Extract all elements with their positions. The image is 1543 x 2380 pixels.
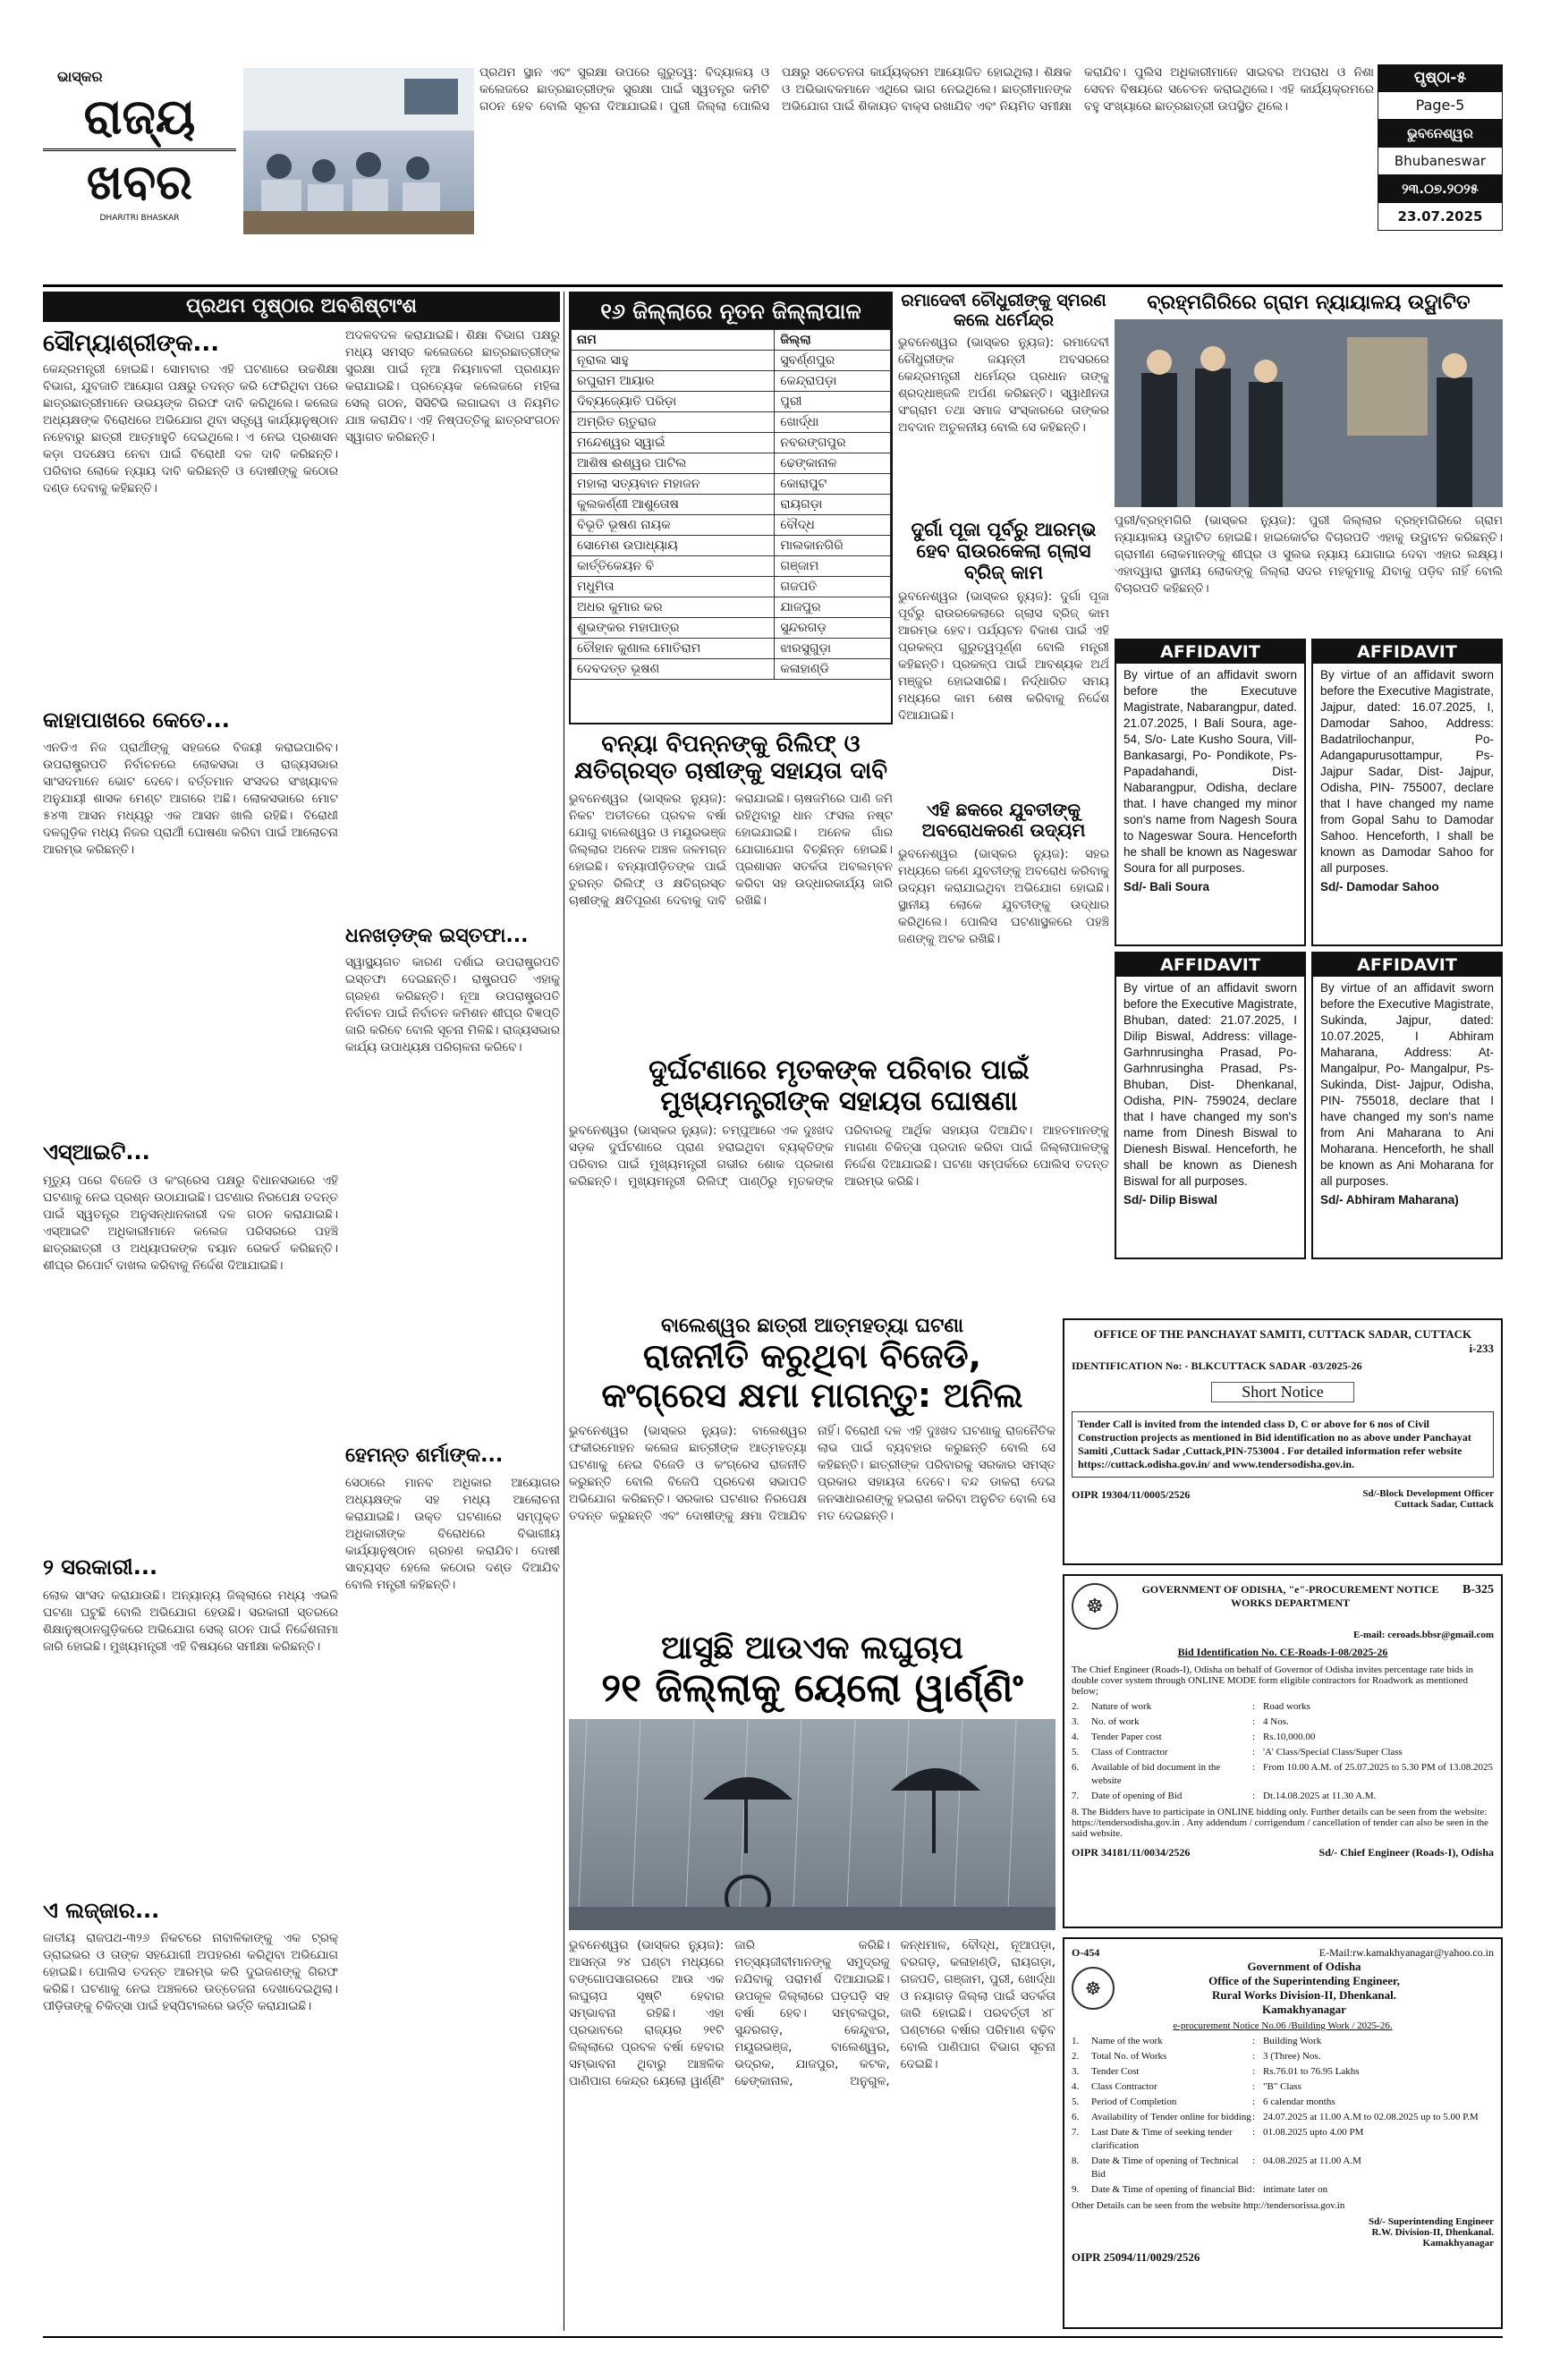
row-colon: : (1252, 2112, 1256, 2122)
row-label: Period of Completion (1091, 2096, 1177, 2107)
row-label: Last Date & Time of seeking tender clarification (1091, 2127, 1233, 2151)
row-number: 3. (1072, 1716, 1080, 1727)
left-section-bar: ପ୍ରଥମ ପୃଷ୍ଠାର ଅବଶିଷ୍ଟାଂଶ (43, 292, 560, 322)
notice-row (1072, 2035, 1494, 2048)
notice3-sig2: R.W. Division-II, Dhenkanal. (1371, 2227, 1494, 2238)
collector-district: ଖୋର୍ଦ୍ଧା (775, 412, 891, 433)
notice2-code: B-325 (1462, 1583, 1494, 1597)
collectors-col-district: ଜିଲ୍ଲା (775, 330, 891, 351)
notice-row (1072, 1700, 1494, 1714)
row-value: Dt.14.08.2025 at 11.30 A.M. (1263, 1791, 1377, 1801)
notice-row (1072, 1746, 1494, 1759)
notice3-email: E-Mail:rw.kamakhyanagar@yahoo.co.in (1318, 1946, 1494, 1959)
affidavit-body: By virtue of an affidavit sworn before the Executive Magistrate, Bhuban, dated: 21.07.2025, I Dilip Biswal, Address: village- Garhnrusingha Prasad, Po- Garhnrusingha Prasad, Ps- Bhuban, Dist- Dhenkanal, Odisha, PIN- 759024, declare that I have changed my son's name from Dinesh Biswal to Dienesh Biswal. Henceforth, he shall be known as Dienesh Biswal for all purposes. (1123, 981, 1297, 1188)
table-row (572, 577, 891, 597)
affidavit-notice (1311, 952, 1503, 1259)
affidavit-signature: Sd/- Damodar Sahoo (1320, 880, 1439, 894)
masthead-title-1: ରାଜ୍ୟ (43, 86, 236, 151)
date-odia: ୨୩.୦୭.୨୦୨୫ (1378, 175, 1503, 202)
table-row (572, 453, 891, 474)
row-number: 4. (1072, 2081, 1080, 2092)
collector-district: କୋରାପୁଟ (775, 474, 891, 495)
row-value: 01.08.2025 upto 4.00 PM (1263, 2127, 1364, 2138)
left-para-1: କେନ୍ଦ୍ରମନ୍ତ୍ରୀ ହୋଇଛି। ସୋମବାର ଏହି ଘଟଣାରେ ଉଚ୍ଚଶିକ୍ଷା ବିଭାଗ, ଯୁବଜାତି ଆୟୋଗ ପକ୍ଷରୁ ତଦନ୍ତ କରି ଫେରିଥିବା ପରେ ଛାତ୍ରଛାତ୍ରୀମାନେ ଉଭୟଙ୍କ ଗିରଫ ଦାବି କରିଥିଲେ। କଲେଜ ଅଧ୍ୟକ୍ଷଙ୍କ ବିରୋଧରେ ଅଭିଯୋଗ ଥିବା ସତ୍ତ୍ୱେ କାର୍ଯ୍ୟାନୁଷ୍ଠାନ ନହେବାରୁ ଛାତ୍ରୀ ଆତ୍ମାହୁତି ଦେଇଥିଲେ। ଏ ନେଇ ପ୍ରଶାସନ କଡ଼ା ପଦକ୍ଷେପ ନେବା ପାଇଁ ବିରୋଧୀ ଦଳ ଦାବି କରିଛନ୍ତି। ପରିବାର ଲୋକେ ନ୍ୟାୟ ଦାବି କରିଛନ୍ତି ଓ ଦୋଷୀଙ୍କୁ କଠୋର ଦଣ୍ଡ ଦେବାକୁ କହିଛନ୍ତି। (43, 361, 338, 495)
row-label: Tender Cost (1091, 2066, 1140, 2077)
row-number: 2. (1072, 2051, 1080, 2062)
affidavit-body: By virtue of an affidavit sworn before the Executive Magistrate, Sukinda, Jajpur, dated: 10.07.2025, I Abhiram Maharana, Address: At- Mangalpur, Po- Mangalpur, Ps- Sukinda, Dist- Jajpur, Odisha, PIN- 755018, declare that I have changed my son's name from Ani Maharana to Ani Moharana. Henceforth, he shall be known as Ani Moharana for all purposes. (1320, 981, 1494, 1188)
notice2-office2: WORKS DEPARTMENT (1230, 1597, 1351, 1609)
row-colon: : (1252, 2066, 1256, 2077)
notice1-oipr: OIPR 19304/11/0005/2526 (1072, 1488, 1191, 1501)
row-colon: : (1252, 1762, 1256, 1773)
glass-bridge-headline: ଦୁର୍ଗା ପୂଜା ପୂର୍ବରୁ ଆରମ୍ଭ ହେବ ରାଉରକେଲା ଗ୍ଲାସ ବ୍ରିଜ୍ କାମ (911, 518, 1097, 583)
flood-story (569, 732, 893, 1032)
notice-works-dept (1063, 1574, 1503, 1928)
notice3-g2: Office of the Superintending Engineer, (1208, 1974, 1400, 1987)
flood-text: ଭୁବନେଶ୍ୱର (ଭାସ୍କର ନ୍ୟୁଜ): ନିକଟ ଅତୀତରେ ପ୍ରବଳ ବର୍ଷା ଯୋଗୁ ବାଲେଶ୍ୱର ଓ ମୟୂରଭଞ୍ଜ ଜିଲ୍ଲାର ଅନେକ ଅଞ୍ଚଳ ଜଳମଗ୍ନ ହୋଇଛି। ବନ୍ୟାପୀଡ଼ିତଙ୍କ ପାଇଁ ତୁରନ୍ତ ରିଲିଫ୍ ଓ କ୍ଷତିଗ୍ରସ୍ତ ଚାଷୀଙ୍କୁ କ୍ଷତିପୂରଣ ଦେବାକୁ ଦାବି କରାଯାଇଛି। ଚାଷଜମିରେ ପାଣି ଜମି ରହିଥିବାରୁ ଧାନ ଫସଲ ନଷ୍ଟ ହୋଇଯାଇଛି। ଅନେକ ଗାଁର ଯୋଗାଯୋଗ ବିଚ୍ଛିନ୍ନ ହୋଇଛି। ପ୍ରଶାସନ ସତର୍କତା ଅବଲମ୍ବନ କରିବା ସହ ଉଦ୍ଧାରକାର୍ଯ୍ୟ ଜାରି ରଖିଛି। (569, 791, 893, 908)
affidavit-body: By virtue of an affidavit sworn before the Executuve Magistrate, Nabarangpur, dated. 21.07.2025, I Bali Soura, age-54, S/o- Late Kusho Soura, Vill- Bankasargi, Po- Pondikote, Ps- Papadahandi, Dist- Nabarangpur, Odisha, declare that. I have changed my minor son's name from Nagesh Soura to Nageswar Soura. Henceforth he shall be known as Nageswar Soura for all purposes. (1123, 668, 1297, 875)
row-number: 5. (1072, 2096, 1080, 2107)
table-row (572, 536, 891, 556)
left-heading-1: ସୌମ୍ୟାଶ୍ରୀଙ୍କ... (43, 330, 220, 357)
row-colon: : (1252, 2184, 1256, 2195)
date-en: 23.07.2025 (1378, 202, 1503, 231)
weather-headline-2: ୨୧ ଜିଲ୍ଲାକୁ ୟେଲୋ ୱାର୍ଣ୍ଣିଂ (601, 1665, 1023, 1712)
table-row (572, 392, 891, 412)
row-number: 7. (1072, 2127, 1080, 2138)
notice-panchayat (1063, 1318, 1503, 1565)
collectors-col-name: ନାମ (572, 330, 775, 351)
row-label: Class of Contractor (1091, 1747, 1168, 1757)
row-number: 7. (1072, 1791, 1080, 1801)
affidavit-body: By virtue of an affidavit sworn before the Executive Magistrate, Jajpur, dated: 16.07.2025, I, Damodar Sahoo, Address: Badatrilochanpur, Po- Adangapurusottampur, Ps- Jajpur Sadar, Dist- Jajpur, Odisha, PIN- 755007, declare that I have changed my name from Gopal Sahu to Damodar Sahoo. Henceforth, I shall be known as Damodar Sahoo for all purposes. (1320, 668, 1494, 875)
collector-name: ଆଶିଷ ଈଶ୍ୱର ପାଟିଲ (572, 453, 775, 474)
table-row (572, 351, 891, 371)
affidavit-notice (1115, 952, 1306, 1259)
politics-headline-2: କଂଗ୍ରେସ କ୍ଷମା ମାଗନ୍ତୁ: ଅନିଲ (601, 1375, 1023, 1415)
collector-name: କୁଲକର୍ଣ୍ଣୀ ଆଶୁତୋଷ (572, 495, 775, 515)
collector-name: ମଧୁମିତା (572, 577, 775, 597)
table-row (572, 597, 891, 618)
row-label: Date & Time of opening of Technical Bid (1091, 2156, 1239, 2180)
row-label: No. of work (1091, 1716, 1140, 1727)
notice-rural-works (1063, 1937, 1503, 2329)
row-value: intimate later on (1263, 2184, 1328, 2195)
notice3-sig3: Kamakhyanagar (1422, 2238, 1494, 2249)
row-label: Class Contractor (1091, 2081, 1157, 2092)
affidavit-notice (1115, 639, 1306, 946)
affidavit-notice (1311, 639, 1503, 946)
right-mid-column (898, 292, 1109, 1052)
row-number: 1. (1072, 2036, 1080, 2046)
notice-row (1072, 2050, 1494, 2063)
left-heading-2: କାହାପାଖରେ କେତେ... (43, 707, 230, 733)
row-label: Date of opening of Bid (1091, 1791, 1183, 1801)
notice3-other: Other Details can be seen from the website http://tendersorissa.gov.in (1072, 2200, 1345, 2211)
notice3-g3: Rural Works Division-II, Dhenkanal. (1211, 1988, 1396, 2002)
row-label: Available of bid document in the website (1091, 1762, 1221, 1786)
notice2-oipr: OIPR 34181/11/0034/2526 (1072, 1846, 1191, 1859)
row-value: 3 (Three) Nos. (1263, 2051, 1321, 2062)
notice3-g4: Kamakhyanagar (1262, 2003, 1346, 2016)
ramadevi-headline: ରମାଦେବୀ ଚୌଧୁରୀଙ୍କୁ ସ୍ମରଣ କଲେ ଧର୍ମେନ୍ଦ୍ର (901, 292, 1106, 330)
ramadevi-text: ଭୁବନେଶ୍ୱର (ଭାସ୍କର ନ୍ୟୁଜ): ରମାଦେବୀ ଚୌଧୁରୀଙ୍କ ଜୟନ୍ତୀ ଅବସରରେ କେନ୍ଦ୍ରମନ୍ତ୍ରୀ ଧର୍ମେନ୍ଦ୍ର ପ୍ରଧାନ ତାଙ୍କୁ ଶ୍ରଦ୍ଧାଞ୍ଜଳି ଅର୍ପଣ କରିଛନ୍ତି। ସ୍ୱାଧୀନତା ସଂଗ୍ରାମ ତଥା ସମାଜ ସଂସ୍କାରରେ ତାଙ୍କର ଅବଦାନ ଅତୁଳନୀୟ ବୋଲି ସେ କହିଛନ୍ତି। (898, 335, 1109, 435)
row-number: 5. (1072, 1747, 1080, 1757)
city-odia: ଭୁବନେଶ୍ୱର (1378, 120, 1503, 147)
row-colon: : (1252, 1791, 1256, 1801)
glass-bridge-text: ଭୁବନେଶ୍ୱର (ଭାସ୍କର ନ୍ୟୁଜ): ଦୁର୍ଗା ପୂଜା ପୂର୍ବରୁ ରାଉରକେଲାରେ ଗ୍ଲାସ ବ୍ରିଜ୍ କାମ ଆରମ୍ଭ ହେବ। ପର୍ଯ୍ୟଟନ ବିକାଶ ପାଇଁ ଏହି ପ୍ରକଳ୍ପ ଗୁରୁତ୍ୱପୂର୍ଣ୍ଣ ବୋଲି ମନ୍ତ୍ରୀ କହିଛନ୍ତି। ପ୍ରକଳ୍ପ ପାଇଁ ଆବଶ୍ୟକ ଅର୍ଥ ମଞ୍ଜୁର ହୋଇସାରିଛି। ନିର୍ଦ୍ଧାରିତ ସମୟ ମଧ୍ୟରେ କାମ ଶେଷ କରିବାକୁ ନିର୍ଦ୍ଦେଶ ଦିଆଯାଇଛି। (898, 589, 1109, 724)
mid-para-1: ଅଦଳବଦଳ କରାଯାଇଛି। ଶିକ୍ଷା ବିଭାଗ ପକ୍ଷରୁ ମଧ୍ୟ ସମସ୍ତ କଲେଜରେ ଛାତ୍ରଛାତ୍ରୀଙ୍କ ସୁରକ୍ଷା ପାଇଁ ନୂଆ ନିୟମାବଳୀ ପ୍ରଣୟନ କରାଯାଇଛି। ପ୍ରତ୍ୟେକ କଲେଜରେ ମହିଳା ସେଲ୍ ଗଠନ, ସିସିଟିଭି ଲଗାଇବା ଓ ନିୟମିତ ଯାଞ୍ଚ କରାଯିବ। ଏହି ନିଷ୍ପତ୍ତିକୁ ଛାତ୍ରସଂଗଠନ ସ୍ୱାଗତ କରିଛନ୍ତି। (345, 328, 560, 445)
row-number: 2. (1072, 1701, 1080, 1712)
affidavit-heading: AFFIDAVIT (1313, 640, 1501, 664)
row-colon: : (1252, 2156, 1256, 2166)
row-colon: : (1252, 2036, 1256, 2046)
collector-district: ରାୟଗଡ଼ା (775, 495, 891, 515)
notice1-sig1: Sd/-Block Development Officer (1362, 1488, 1494, 1499)
flood-headline-1: ବନ୍ୟା ବିପନ୍ନଙ୍କୁ ରିଲିଫ୍ ଓ (601, 731, 861, 758)
rain-photo (569, 1719, 1056, 1930)
collectors-title: ୧୬ ଜିଲ୍ଲାରେ ନୂତନ ଜିଲ୍ଲାପାଳ (571, 293, 891, 329)
row-label: Nature of work (1091, 1701, 1152, 1712)
mid-heading-1: ଧନଖଡ଼ଙ୍କ ଇସ୍ତଫା... (345, 925, 529, 947)
collector-district: ପୁରୀ (775, 392, 891, 412)
row-colon: : (1252, 1747, 1256, 1757)
collector-district: କଳାହାଣ୍ଡି (775, 659, 891, 680)
notice-row (1072, 2155, 1494, 2181)
court-story (1115, 292, 1503, 673)
collector-name: କାର୍ତ୍ତିକେୟନ ବି (572, 556, 775, 577)
row-value: Building Work (1263, 2036, 1322, 2046)
left-heading-5: ଏ ଲଜ୍ଜାର... (43, 1897, 160, 1923)
accident-story (569, 1055, 1109, 1292)
notice2-intro: The Chief Engineer (Roads-I), Odisha on behalf of Governor of Odisha invites percentage rate bids in double cover system through ONLINE MODE form eligible contractors for Roadwork as mentioned below; (1072, 1664, 1474, 1697)
row-number: 6. (1072, 2112, 1080, 2122)
row-colon: : (1252, 1732, 1256, 1742)
row-value: "B" Class (1263, 2081, 1301, 2092)
accident-headline-2: ମୁଖ୍ୟମନ୍ତ୍ରୀଙ୍କ ସହାୟତା ଘୋଷଣା (660, 1085, 1018, 1117)
court-photo (1115, 319, 1503, 507)
politics-kicker: ବାଲେଶ୍ୱର ଛାତ୍ରୀ ଆତ୍ମହତ୍ୟା ଘଟଣା (661, 1315, 963, 1337)
collectors-box (569, 292, 893, 724)
collector-name: ମନ୍ଦେଶ୍ୱର ସ୍ୱାଇଁ (572, 433, 775, 453)
left-para-4: ଲୋକ ସାଂସଦ କରାଯାଉଛି। ଅନ୍ୟାନ୍ୟ ଜିଲ୍ଲାରେ ମଧ୍ୟ ଏଭଳି ଘଟଣା ଘଟୁଛି ବୋଲି ଅଭିଯୋଗ ହେଉଛି। ସରକାରୀ ସ୍ତରରେ ଶିକ୍ଷାନୁଷ୍ଠାନଗୁଡ଼ିକରେ ଅଭିଯୋଗ ସେଲ୍ ଗଠନ ପାଇଁ ନିର୍ଦ୍ଦେଶନାମା ଜାରି ହୋଇଛି। ମୁଖ୍ୟମନ୍ତ୍ରୀ ଏହି ବିଷୟରେ ସମୀକ୍ଷା କରିଛନ୍ତି। (43, 1588, 338, 1654)
collector-district: ଢେଙ୍କାନାଳ (775, 453, 891, 474)
table-row (572, 495, 891, 515)
table-row (572, 515, 891, 536)
table-row (572, 433, 891, 453)
flood-headline-2: କ୍ଷତିଗ୍ରସ୍ତ ଚାଷୀଙ୍କୁ ସହାୟତା ଦାବି (574, 757, 887, 784)
collector-district: ଝାରସୁଗୁଡ଼ା (775, 639, 891, 659)
attack-text: ଭୁବନେଶ୍ୱର (ଭାସ୍କର ନ୍ୟୁଜ): ସହର ମଧ୍ୟରେ ଜଣେ ଯୁବତୀଙ୍କୁ ଅବରୋଧ କରିବାକୁ ଉଦ୍ୟମ କରାଯାଇଥିବା ଅଭିଯୋଗ ହୋଇଛି। ସ୍ଥାନୀୟ ଲୋକେ ଯୁବତୀଙ୍କୁ ଉଦ୍ଧାର କରିଥିଲେ। ପୋଲିସ ଘଟଣାସ୍ଥଳରେ ପହଞ୍ଚି ଜଣଙ୍କୁ ଅଟକ ରଖିଛି। (898, 847, 1109, 947)
left-column-1 (43, 327, 338, 2331)
affidavit-heading: AFFIDAVIT (1116, 953, 1304, 977)
left-heading-3: ଏସ୍‌ଆଇଟି... (43, 1139, 150, 1165)
row-label: Tender Paper cost (1091, 1732, 1162, 1742)
row-label: Total No. of Works (1091, 2051, 1167, 2062)
notice2-sig: Sd/- Chief Engineer (Roads-I), Odisha (1318, 1846, 1494, 1859)
notice-row (1072, 1761, 1494, 1788)
row-number: 6. (1072, 1762, 1080, 1773)
notice1-code: i-233 (1469, 1342, 1494, 1355)
court-photo-art (1115, 319, 1503, 507)
collector-name: ଦେବଦତ୍ତ ଭୂଷଣ (572, 659, 775, 680)
notice2-bid: Bid Identification No. CE-Roads-I-08/2025-26 (1177, 1646, 1388, 1658)
affidavit-heading: AFFIDAVIT (1313, 953, 1501, 977)
politics-headline-1: ରାଜନୀତି କରୁଥିବା ବିଜେଡି, (642, 1336, 982, 1376)
table-row (572, 412, 891, 433)
notice1-title: Short Notice (1211, 1382, 1354, 1402)
row-number: 9. (1072, 2184, 1080, 2195)
page-info-box (1378, 64, 1503, 277)
collectors-table (571, 329, 891, 680)
court-headline: ବ୍ରହ୍ମଗିରିରେ ଗ୍ରାମ ନ୍ୟାୟାଳୟ ଉଦ୍ଘାଟିତ (1147, 292, 1471, 314)
notice3-g1: Government of Odisha (1247, 1960, 1361, 1973)
collector-district: ଯାଜପୁର (775, 597, 891, 618)
classroom-photo-art (243, 68, 474, 234)
notice-row (1072, 1790, 1494, 1803)
row-value: 04.08.2025 at 11.00 A.M (1263, 2156, 1361, 2166)
row-value: Road works (1263, 1701, 1310, 1712)
collector-name: ନୂରାଲ ସାହୁ (572, 351, 775, 371)
notice-row (1072, 2065, 1494, 2079)
notice1-body: Tender Call is invited from the intended class D, C or above for 6 nos of Civil Construction projects as mentioned in Bid identification no as above under Panchayat Samiti ,Cuttack Sadar ,Cuttack,PIN-753004 . For detailed information refer website https://cuttack.odisha.gov.in/ and www.tendersodisha.gov.in. (1072, 1411, 1494, 1478)
row-value: 4 Nos. (1263, 1716, 1289, 1727)
classroom-photo (243, 68, 474, 234)
table-row (572, 556, 891, 577)
city-en: Bhubaneswar (1378, 147, 1503, 175)
table-row (572, 639, 891, 659)
table-row (572, 618, 891, 639)
rain-photo-art (569, 1719, 1056, 1930)
table-row (572, 371, 891, 392)
row-value: Rs.76.01 to 76.95 Lakhs (1263, 2066, 1360, 2077)
masthead-tagline: DHARITRI BHASKAR (99, 214, 180, 223)
collector-name: ଅମ୍ରିତ ଋତୁରାଜ (572, 412, 775, 433)
notice-row (1072, 1715, 1494, 1729)
row-value: 24.07.2025 at 11.00 A.M to 02.08.2025 up to 5.00 P.M (1263, 2112, 1479, 2122)
collector-name: ଦିବ୍ୟଜ୍ୟୋତି ପରିଡ଼ା (572, 392, 775, 412)
page-number-en: Page-5 (1378, 91, 1503, 120)
masthead (43, 68, 236, 281)
row-colon: : (1252, 2081, 1256, 2092)
affidavit-signature: Sd/- Bali Soura (1123, 880, 1210, 894)
notice2-office1: GOVERNMENT OF ODISHA, "e"-PROCUREMENT NOTICE (1141, 1583, 1439, 1596)
row-colon: : (1252, 2127, 1256, 2138)
notice-row (1072, 2183, 1494, 2197)
collector-district: କେନ୍ଦ୍ରାପଡ଼ା (775, 371, 891, 392)
collector-name: ଶୁଭଙ୍କର ମହାପାତ୍ର (572, 618, 775, 639)
odisha-emblem-icon: ☸ (1072, 1583, 1118, 1630)
notice3-sig1: Sd/- Superintending Engineer (1369, 2216, 1494, 2227)
collector-district: ଗଞ୍ଜାମ (775, 556, 891, 577)
row-number: 4. (1072, 1732, 1080, 1742)
court-text: ପୁରୀ/ବ୍ରହ୍ମଗିରି (ଭାସ୍କର ନ୍ୟୁଜ): ପୁରୀ ଜିଲ୍ଲାର ବ୍ରହ୍ମଗିରିରେ ଗ୍ରାମ ନ୍ୟାୟାଳୟ ଉଦ୍ଘାଟିତ ହୋଇଛି। ହାଇକୋର୍ଟର ବିଚାରପତି ଏହାକୁ ଉଦ୍ଘାଟନ କରିଛନ୍ତି। ଗ୍ରାମୀଣ ଲୋକମାନଙ୍କୁ ଶୀଘ୍ର ଓ ସୁଲଭ ନ୍ୟାୟ ଯୋଗାଇ ଦେବା ଏହାର ଲକ୍ଷ୍ୟ। ଏହାଦ୍ୱାରା ସ୍ଥାନୀୟ ଲୋକଙ୍କୁ ଜିଲ୍ଲା ସଦର ମହକୁମାକୁ ଯିବାକୁ ପଡ଼ିବ ନାହିଁ ବୋଲି ବିଚାରପତି କହିଛନ୍ତି। (1115, 513, 1503, 597)
row-value: 'A' Class/Special Class/Super Class (1263, 1747, 1403, 1757)
row-value: From 10.00 A.M. of 25.07.2025 to 5.30 PM of 13.08.2025 (1263, 1762, 1493, 1773)
notice-row (1072, 2080, 1494, 2094)
collector-district: ସୁନ୍ଦରଗଡ଼ (775, 618, 891, 639)
notice-row (1072, 2126, 1494, 2153)
notice-row (1072, 2111, 1494, 2124)
collector-district: ଗଜପତି (775, 577, 891, 597)
row-number: 8. (1072, 2156, 1080, 2166)
row-label: Date & Time of opening of financial Bid (1091, 2184, 1252, 2195)
row-colon: : (1252, 2096, 1256, 2107)
collector-district: ବୌଦ୍ଧ (775, 515, 891, 536)
row-colon: : (1252, 1716, 1256, 1727)
mid-para-2: ସ୍ୱାସ୍ଥ୍ୟଗତ କାରଣ ଦର୍ଶାଇ ଉପରାଷ୍ଟ୍ରପତି ଇସ୍ତଫା ଦେଇଛନ୍ତି। ରାଷ୍ଟ୍ରପତି ଏହାକୁ ଗ୍ରହଣ କରିଛନ୍ତି। ନୂଆ ଉପରାଷ୍ଟ୍ରପତି ନିର୍ବାଚନ ପାଇଁ ନିର୍ବାଚନ କମିଶନ ଶୀଘ୍ର ବିଜ୍ଞପ୍ତି ଜାରି କରିବେ ବୋଲି ସୂଚନା ମିଳିଛି। ରାଜ୍ୟସଭାର କାର୍ଯ୍ୟ ଉପାଧ୍ୟକ୍ଷ ପରିଚାଳନା କରିବେ। (345, 955, 560, 1055)
page-number-odia: ପୃଷ୍ଠା-୫ (1378, 64, 1503, 91)
row-colon: : (1252, 1701, 1256, 1712)
weather-story (569, 1630, 1056, 2215)
left-heading-4: ୨ ସରକାରୀ... (43, 1554, 158, 1580)
odisha-emblem-icon: ☸ (1072, 1967, 1115, 2010)
notice1-ident: IDENTIFICATION No: - BLKCUTTACK SADAR -03/2025-26 (1072, 1359, 1362, 1372)
notice2-email: E-mail: ceroads.bbsr@gmail.com (1353, 1630, 1494, 1640)
accident-text: ଭୁବନେଶ୍ୱର (ଭାସ୍କର ନ୍ୟୁଜ): ଚମ୍ପୁଆରେ ଏକ ଦୁଃଖଦ ସଡ଼କ ଦୁର୍ଘଟଣାରେ ପ୍ରାଣ ହରାଇଥିବା ବ୍ୟକ୍ତିଙ୍କ ପରିବାର ପାଇଁ ମୁଖ୍ୟମନ୍ତ୍ରୀ ଗଭୀର ଶୋକ ପ୍ରକାଶ କରିଛନ୍ତି। ମୁଖ୍ୟମନ୍ତ୍ରୀ ରିଲିଫ୍ ପାଣ୍ଠିରୁ ମୃତକଙ୍କ ପରିବାରକୁ ଆର୍ଥିକ ସହାୟତା ଦିଆଯିବ। ଆହତମାନଙ୍କୁ ମାଗଣା ଚିକିତ୍ସା ପ୍ରଦାନ କରିବା ପାଇଁ ଜିଲ୍ଲାପାଳଙ୍କୁ ନିର୍ଦ୍ଦେଶ ଦିଆଯାଇଛି। ଘଟଣା ସମ୍ପର୍କରେ ପୋଲିସ ତଦନ୍ତ ଆରମ୍ଭ କରିଛି। (569, 1123, 1109, 1189)
collector-name: ଚୌହାନ କୁଣାଲ ମୋତିରାମ (572, 639, 775, 659)
notice2-note: 8. The Bidders have to participate in ONLINE bidding only. Further details can be seen from the website: https://tendersodisha.gov.in . Any addendum / corrigendum / cancellation of tender can also be seen in the said website. (1072, 1807, 1489, 1839)
collector-name: ସୋମେଶ ଉପାଧ୍ୟାୟ (572, 536, 775, 556)
affidavit-signature: Sd/- Abhiram Maharana) (1320, 1193, 1459, 1207)
notice-row (1072, 1731, 1494, 1744)
masthead-title-2: ଖବର (86, 154, 193, 210)
mid-para-3: ସେଠାରେ ମାନବ ଅଧିକାର ଆୟୋଗର ଅଧ୍ୟକ୍ଷଙ୍କ ସହ ମଧ୍ୟ ଆଲୋଚନା କରାଯାଇଛି। ଉକ୍ତ ଘଟଣାରେ ସମ୍ପୃକ୍ତ ଅଧିକାରୀଙ୍କ ବିରୋଧରେ ବିଭାଗୀୟ କାର୍ଯ୍ୟାନୁଷ୍ଠାନ ଗ୍ରହଣ କରାଯିବ। ଦୋଷୀ ସାବ୍ୟସ୍ତ ହେଲେ କଠୋର ଦଣ୍ଡ ଦିଆଯିବ ବୋଲି ମନ୍ତ୍ରୀ କହିଛନ୍ତି। (345, 1475, 560, 1592)
weather-text: ଭୁବନେଶ୍ୱର (ଭାସ୍କର ନ୍ୟୁଜ): ଆସନ୍ତା ୨୪ ଘଣ୍ଟା ମଧ୍ୟରେ ବଙ୍ଗୋପସାଗରରେ ଆଉ ଏକ ଲଘୁଚାପ ସୃଷ୍ଟି ହେବାର ସମ୍ଭାବନା ରହିଛି। ଏହା ପ୍ରଭାବରେ ରାଜ୍ୟର ୨୧ଟି ଜିଲ୍ଲାରେ ପ୍ରବଳ ବର୍ଷା ହେବାର ସମ୍ଭାବନା ଥିବାରୁ ଆଞ୍ଚଳିକ ପାଣିପାଗ କେନ୍ଦ୍ର ୟେଲୋ ୱାର୍ଣ୍ଣିଂ ଜାରି କରିଛି। ମତ୍ସ୍ୟଜୀବୀମାନଙ୍କୁ ସମୁଦ୍ରକୁ ନଯିବାକୁ ପରାମର୍ଶ ଦିଆଯାଇଛି। ଉପକୂଳ ଜିଲ୍ଲାରେ ଘଡ଼ଘଡ଼ି ସହ ବର୍ଷା ହେବ। ସମ୍ବଲପୁର, ସୁନ୍ଦରଗଡ଼, କେନ୍ଦୁଝର, ମୟୂରଭଞ୍ଜ, ବାଲେଶ୍ୱର, ଭଦ୍ରକ, ଯାଜପୁର, କଟକ, ଢେଙ୍କାନାଳ, ଅନୁଗୁଳ, କନ୍ଧମାଳ, ବୌଦ୍ଧ, ନୂଆପଡ଼ା, ବରଗଡ଼, କଳାହାଣ୍ଡି, ରାୟଗଡ଼ା, ଗଜପତି, ଗଞ୍ଜାମ, ପୁରୀ, ଖୋର୍ଦ୍ଧା ଓ ନୟାଗଡ଼ ଜିଲ୍ଲା ପାଇଁ ସତର୍କତା ଜାରି ହୋଇଛି। ପରବର୍ତ୍ତୀ ୪୮ ଘଣ୍ଟାରେ ବର୍ଷାର ପରିମାଣ ବଢ଼ିବ ବୋଲି ପାଣିପାଗ ବିଭାଗ ସୂଚନା ଦେଇଛି। (569, 1937, 1056, 2088)
notice3-table (1072, 2035, 1494, 2197)
politics-story (569, 1315, 1056, 1620)
row-value: 6 calendar months (1263, 2096, 1335, 2107)
mid-heading-2: ହେମନ୍ତ ଶର୍ମାଙ୍କ... (345, 1444, 504, 1468)
row-number: 3. (1072, 2066, 1080, 2077)
attack-headline: ଏହି ଛକରେ ଯୁବତୀଙ୍କୁ ଅବରୋଧକରଣ ଉଦ୍ୟମ (921, 799, 1086, 842)
row-label: Name of the work (1091, 2036, 1163, 2046)
collector-name: ବିଭୂତି ଭୂଷଣ ନାୟକ (572, 515, 775, 536)
notice3-eproc: e-procurement Notice No.06 /Building Work / 2025-26. (1173, 2020, 1393, 2031)
notice1-office: OFFICE OF THE PANCHAYAT SAMITI, CUTTACK SADAR, CUTTACK (1093, 1327, 1472, 1341)
weather-headline-1: ଆସୁଛି ଆଉଏକ ଲଘୁଚାପ (661, 1630, 963, 1666)
collector-name: ରଘୁରାମ ଆୟାର (572, 371, 775, 392)
notice1-sig2: Cuttack Sadar, Cuttack (1394, 1499, 1494, 1510)
table-row (572, 474, 891, 495)
top-story-text: ପ୍ରଥମ ସ୍ଥାନ ଏବଂ ସୁରକ୍ଷା ଉପରେ ଗୁରୁତ୍ୱ: ବିଦ୍ୟାଳୟ ଓ କଲେଜରେ ଛାତ୍ରଛାତ୍ରୀଙ୍କ ସୁରକ୍ଷା ପାଇଁ ସ୍ୱତନ୍ତ୍ର କମିଟି ଗଠନ ହେବ ବୋଲି ସୂଚନା ଦିଆଯାଇଛି। ପୁରୀ ଜିଲ୍ଲା ପୋଲିସ ପକ୍ଷରୁ ସଚେତନତା କାର୍ଯ୍ୟକ୍ରମ ଆୟୋଜିତ ହୋଇଥିଲା। ଶିକ୍ଷକ ଓ ଅଭିଭାବକମାନେ ଏଥିରେ ଭାଗ ନେଇଥିଲେ। ଛାତ୍ରୀମାନଙ୍କ ଅଭିଯୋଗ ପାଇଁ ଶିକାୟତ ବାକ୍ସ ରଖାଯିବ ଏବଂ ନିୟମିତ ସମୀକ୍ଷା କରାଯିବ। ପୁଲିସ ଅଧିକାରୀମାନେ ସାଇବର ଅପରାଧ ଓ ନିଶା ସେବନ ବିଷୟରେ ସଚେତନ କରାଇଥିଲେ। ଏହି କାର୍ଯ୍ୟକ୍ରମରେ ବହୁ ସଂଖ୍ୟାରେ ଛାତ୍ରଛାତ୍ରୀ ଉପସ୍ଥିତ ଥିଲେ। (479, 65, 1374, 114)
collector-district: ସୁବର୍ଣ୍ଣପୁର (775, 351, 891, 371)
notice3-oipr: OIPR 25094/11/0029/2526 (1072, 2250, 1200, 2264)
accident-headline-1: ଦୁର୍ଘଟଣାରେ ମୃତକଙ୍କ ପରିବାର ପାଇଁ (649, 1054, 1030, 1086)
collector-name: ଅଧର କୁମାର କର (572, 597, 775, 618)
mid-column (345, 327, 560, 2331)
notice2-table (1072, 1700, 1494, 1803)
row-label: Availability of Tender online for bidding (1091, 2112, 1251, 2122)
row-value: Rs.10,000.00 (1263, 1732, 1316, 1742)
masthead-brand-small: ଭାସ୍କର (57, 68, 103, 85)
top-divider (43, 284, 1503, 287)
table-row (572, 659, 891, 680)
collector-name: ମହାଲା ସତ୍ୟବାନ ମହାଜନ (572, 474, 775, 495)
collector-district: ନବରଙ୍ଗପୁର (775, 433, 891, 453)
collector-district: ମାଲକାନଗିରି (775, 536, 891, 556)
affidavit-signature: Sd/- Dilip Biswal (1123, 1193, 1218, 1207)
politics-text: ଭୁବନେଶ୍ୱର (ଭାସ୍କର ନ୍ୟୁଜ): ବାଲେଶ୍ୱର ଫକୀରମୋହନ କଲେଜ ଛାତ୍ରୀଙ୍କ ଆତ୍ମହତ୍ୟା ଘଟଣାକୁ ନେଇ ବିଜେଡି ଓ କଂଗ୍ରେସ ରାଜନୀତି କରୁଛନ୍ତି ବୋଲି ବିଜେପି ପ୍ରଦେଶ ସଭାପତି ଅଭିଯୋଗ କରିଛନ୍ତି। ସରକାର ଘଟଣାର ନିରପେକ୍ଷ ତଦନ୍ତ କରୁଛନ୍ତି ଏବଂ ଦୋଷୀଙ୍କୁ କ୍ଷମା ଦିଆଯିବ ନାହିଁ। ବିରୋଧୀ ଦଳ ଏହି ଦୁଃଖଦ ଘଟଣାକୁ ରାଜନୈତିକ ଲାଭ ପାଇଁ ବ୍ୟବହାର କରୁଛନ୍ତି ବୋଲି ସେ କହିଛନ୍ତି। ଛାତ୍ରୀଙ୍କ ପରିବାରକୁ ସରକାର ସମସ୍ତ ପ୍ରକାର ସହାୟତା ଦେବେ। ବନ୍ଦ ଡାକରା ଦେଇ ଜନସାଧାରଣଙ୍କୁ ହଇରାଣ କରିବା ଅନୁଚିତ ବୋଲି ସେ ମତ ଦେଇଛନ୍ତି। (569, 1423, 1056, 1523)
left-para-2: ଏନଡିଏ ନିଜ ପ୍ରାର୍ଥୀଙ୍କୁ ସହଜରେ ବିଜୟୀ କରାଇପାରିବ। ଉପରାଷ୍ଟ୍ରପତି ନିର୍ବାଚନରେ ଲୋକସଭା ଓ ରାଜ୍ୟସଭାର ସାଂସଦମାନେ ଭୋଟ ଦେବେ। ବର୍ତ୍ତମାନ ସଂସଦର ସଂଖ୍ୟାବଳ ଅନୁଯାୟୀ ଶାସକ ମେଣ୍ଟ ଆଗରେ ଅଛି। ଲୋକସଭାରେ ମୋଟ ୫୪୩ ଆସନ ମଧ୍ୟରୁ ଏକ ଆସନ ଖାଲି ରହିଛି। ବିରୋଧୀ ଦଳଗୁଡ଼ିକ ମଧ୍ୟ ନିଜର ପ୍ରାର୍ଥୀ ଘୋଷଣା କରିବା ପାଇଁ ଆଲୋଚନା ଆରମ୍ଭ କରିଛନ୍ତି। (43, 741, 338, 858)
notice3-code: O-454 (1072, 1946, 1100, 1959)
left-para-5: ଜାତୀୟ ରାଜପଥ-୩୨୬ ନିକଟରେ ନାବାଳିକାଙ୍କୁ ଏକ ଟ୍ରକ୍ ଡ୍ରାଇଭର ଓ ତାଙ୍କ ସହଯୋଗୀ ଅପହରଣ କରିଥିବା ଅଭିଯୋଗ ହୋଇଛି। ପୋଲିସ ତଦନ୍ତ ଆରମ୍ଭ କରି ଦୁଇଜଣଙ୍କୁ ଗିରଫ କରିଛି। ଘଟଣାକୁ ନେଇ ଅଞ୍ଚଳରେ ଉତ୍ତେଜନା ଦେଖାଦେଇଥିଲା। ପୀଡ଼ିତାଙ୍କୁ ଚିକିତ୍ସା ପାଇଁ ହସ୍ପିଟାଲରେ ଭର୍ତ୍ତି କରାଯାଇଛି। (43, 1931, 338, 2014)
row-colon: : (1252, 2051, 1256, 2062)
affidavit-heading: AFFIDAVIT (1116, 640, 1304, 664)
left-para-3: ମୃତ୍ୟୁ ପରେ ବିଜେଡି ଓ କଂଗ୍ରେସ ପକ୍ଷରୁ ବିଧାନସଭାରେ ଏହି ଘଟଣାକୁ ନେଇ ପ୍ରଶ୍ନ ଉଠାଯାଇଛି। ଘଟଣାର ନିରପେକ୍ଷ ତଦନ୍ତ ପାଇଁ ସ୍ୱତନ୍ତ୍ର ଅନୁସନ୍ଧାନକାରୀ ଦଳ ଗଠନ କରାଯାଇଛି। ଏସ୍‌ଆଇଟି ଅଧିକାରୀମାନେ କଲେଜ ପରିସରରେ ପହଞ୍ଚି ଛାତ୍ରଛାତ୍ରୀ ଓ ଅଧ୍ୟାପକଙ୍କ ବୟାନ ରେକର୍ଡ କରିଛନ୍ତି। ଶୀଘ୍ର ରିପୋର୍ଟ ଦାଖଲ କରିବାକୁ ନିର୍ଦ୍ଦେଶ ଦିଆଯାଇଛି। (43, 1173, 338, 1274)
notice-row (1072, 2096, 1494, 2109)
bottom-divider (43, 2336, 1503, 2338)
